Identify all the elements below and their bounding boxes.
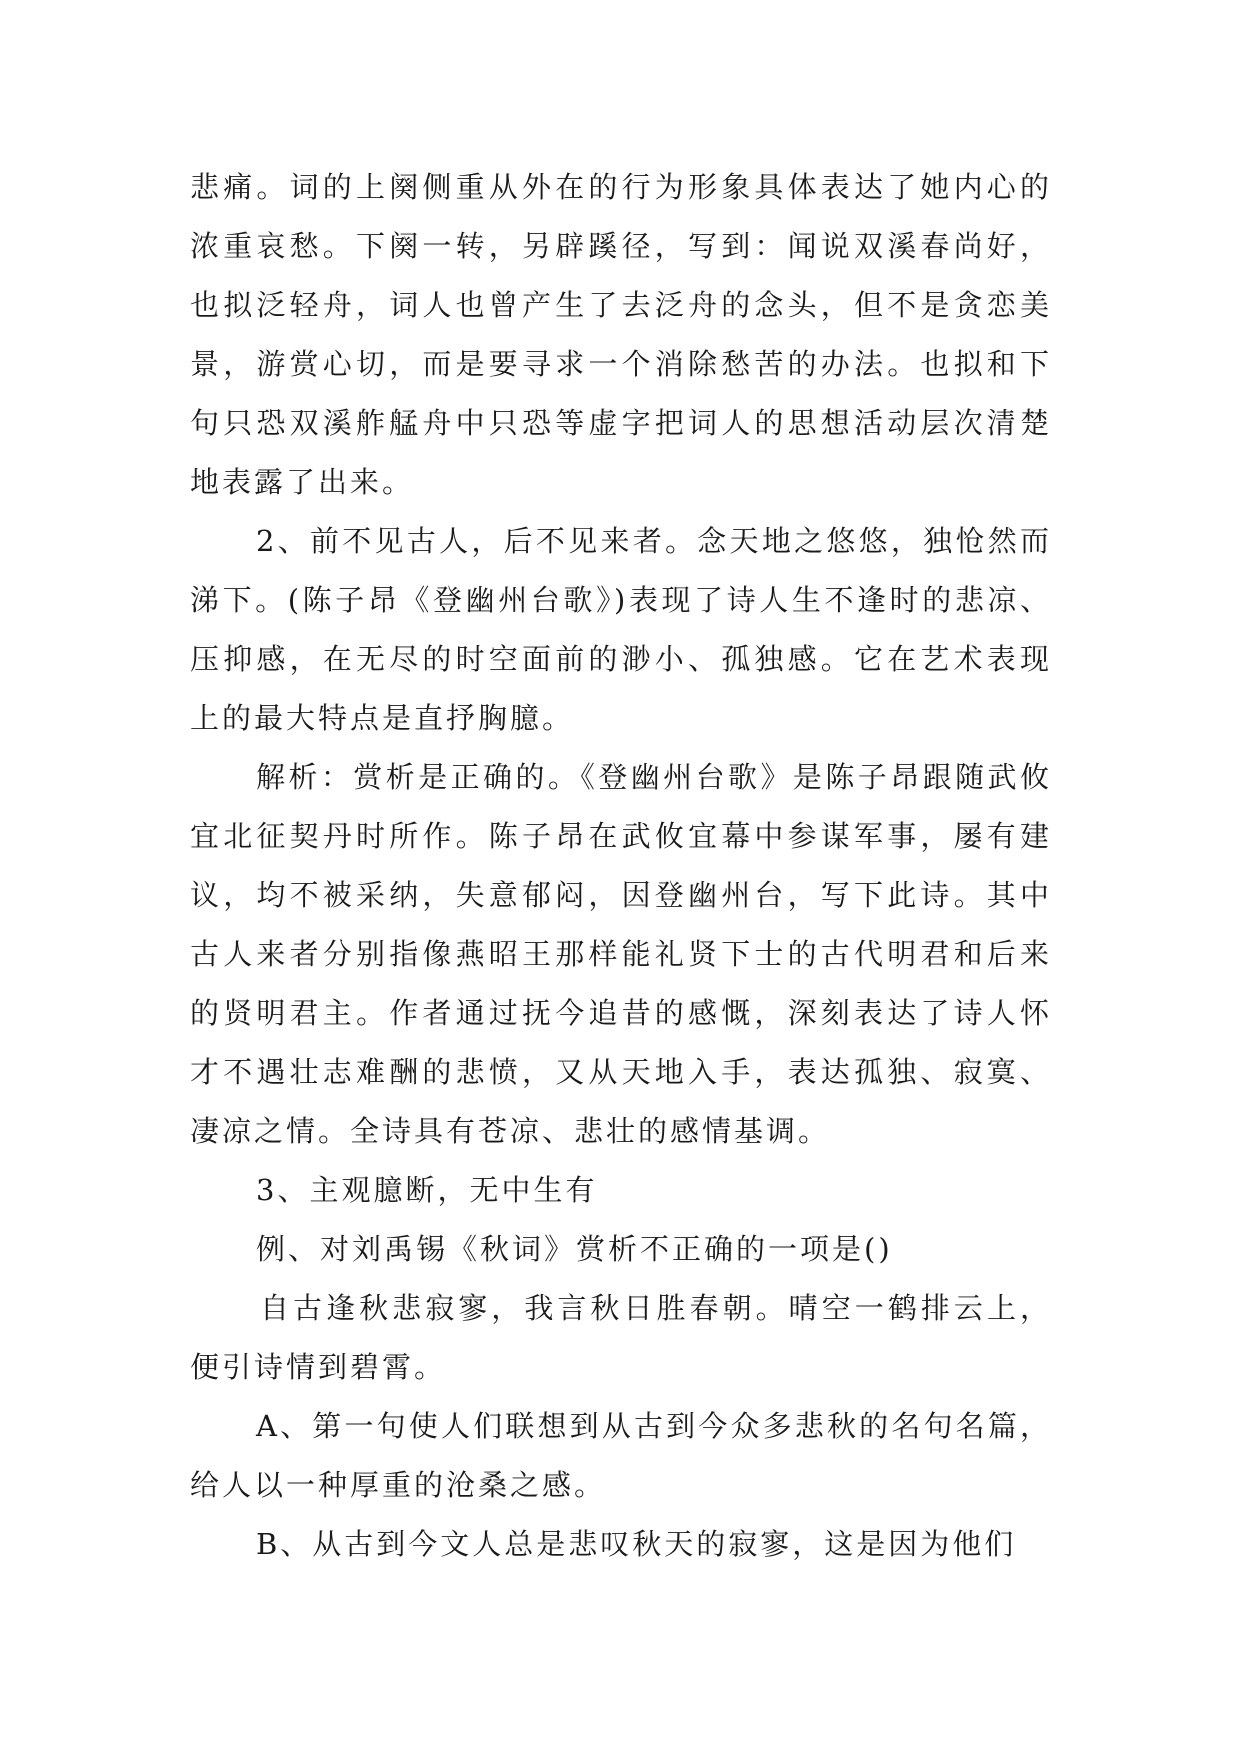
paragraph-example-2: 2、前不见古人，后不见来者。念天地之悠悠，独怆然而涕下。(陈子昂《登幽州台歌》)表现了诗人生不逢时的悲凉、压抑感，在无尽的时空面前的渺小、孤独感。它在艺术表现上的最大特点是直抒胸臆。 xyxy=(190,524,1052,735)
paragraph-option-a: A、第一句使人们联想到从古到今众多悲秋的名句名篇，给人以一种厚重的沧桑之感。 xyxy=(190,1409,1052,1502)
paragraph-option-b: B、从古到今文人总是悲叹秋天的寂寥，这是因为他们 xyxy=(256,1527,1017,1561)
paragraph-poem: 自古逢秋悲寂寥，我言秋日胜春朝。晴空一鹤排云上，便引诗情到碧霄。 xyxy=(190,1291,1052,1384)
paragraph-continuation: 悲痛。词的上阕侧重从外在的行为形象具体表达了她内心的浓重哀愁。下阕一转，另辟蹊径，写到：闻说双溪春尚好，也拟泛轻舟，词人也曾产生了去泛舟的念头，但不是贪恋美景，游赏心切，而是要寻求一个消除愁苦的办法。也拟和下句只恐双溪舴艋舟中只恐等虚字把词人的思想活动层次清楚地表露了出来。 xyxy=(190,170,1052,499)
document-body xyxy=(190,158,1052,1574)
paragraph-question: 例、对刘禹锡《秋词》赏析不正确的一项是() xyxy=(256,1232,893,1266)
paragraph-analysis: 解析：赏析是正确的。《登幽州台歌》是陈子昂跟随武攸宜北征契丹时所作。陈子昂在武攸宜幕中参谋军事，屡有建议，均不被采纳，失意郁闷，因登幽州台，写下此诗。其中古人来者分别指像燕昭王那样能礼贤下士的古代明君和后来的贤明君主。作者通过抚今追昔的感慨，深刻表达了诗人怀才不遇壮志难酬的悲愤，又从天地入手，表达孤独、寂寞、凄凉之情。全诗具有苍凉、悲壮的感情基调。 xyxy=(190,760,1052,1148)
paragraph-heading-3: 3、主观臆断，无中生有 xyxy=(256,1173,598,1207)
